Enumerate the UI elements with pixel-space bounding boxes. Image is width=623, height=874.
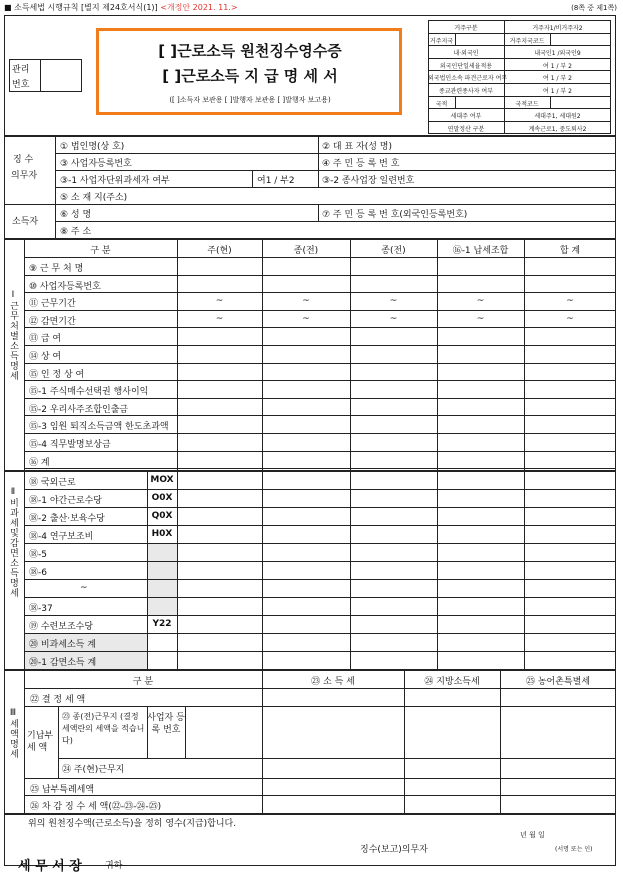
residency-label: 거주구분 [454, 25, 478, 32]
footer-office: 세 무 서 장 [18, 859, 82, 874]
section2-row-label: ⑱-6 [29, 568, 47, 578]
earner-label: 소득자 [12, 217, 39, 227]
biz-reg-label: 사업자 등록 번호 [147, 713, 185, 735]
period-tilde[interactable]: ~ [476, 296, 485, 307]
period-tilde[interactable]: ~ [302, 296, 310, 307]
section3-col-header: ㉔ 지방소득세 [424, 677, 480, 687]
title-line-1: [ ]근로소득 원천징수영수증 [158, 42, 342, 60]
section1-label: Ⅰ근무처별소득명세 [8, 290, 18, 381]
footer-obligor: 징수(보고)의무자 [360, 845, 428, 855]
residency-label: 거주지국코드 [509, 37, 545, 45]
period-tilde[interactable]: ~ [566, 313, 574, 324]
period-tilde[interactable]: ~ [215, 313, 224, 324]
title-sub: ([ ]소득자 보관용 [ ]발행자 보관용 [ ]발행자 보고용) [169, 96, 331, 104]
biz-no: ③ 사업자등록번호 [60, 159, 132, 169]
section2-code: O0X [151, 493, 173, 503]
footer-statement: 위의 원천징수액(근로소득)을 정히 영수(지급)합니다. [28, 819, 237, 829]
section1-col-header: 주(현) [207, 246, 232, 256]
curr-work: ㉔ 주(현)근무지 [62, 765, 125, 775]
residency-value-field[interactable] [456, 97, 503, 109]
union-credit: ㉕ 납부특례세액 [30, 785, 95, 795]
section1-row-label: ⑫ 감면기간 [29, 316, 76, 327]
period-tilde[interactable]: ~ [476, 313, 485, 324]
withholder-label-1: 징 수 [13, 155, 34, 165]
section2-row-label: ~ [80, 583, 88, 593]
address: ⑤ 소 재 지(주소) [60, 193, 128, 203]
section1-col-header: 구 분 [90, 246, 111, 256]
corp-name: ① 법인명(상 호) [60, 142, 125, 152]
residency-option[interactable]: 세대주1, 세대원2 [534, 113, 581, 121]
residency-option[interactable]: 계속근로1, 중도퇴사2 [528, 125, 587, 133]
section3-label: Ⅲ세액명세 [8, 708, 18, 759]
section2-row-label: ⑱-4 연구보조비 [29, 532, 94, 542]
residency-label: 외국인단일세율적용 [439, 62, 493, 70]
section1-col-header: ⑯-1 납세조합 [452, 246, 509, 256]
section1-row-label: ⑯ 계 [29, 457, 50, 468]
determined-tax: ㉒ 결 정 세 액 [30, 695, 86, 705]
section2-row-label: ⑳ 비과세소득 계 [29, 640, 96, 650]
diff-tax: ㉖ 차 감 징 수 세 액(㉒-㉓-㉔-㉕) [30, 802, 162, 812]
residency-label: 종교관련종사자 여부 [438, 88, 494, 95]
section1-row-label: ⑪ 근무기간 [29, 299, 76, 310]
earner-name: ⑥ 성 명 [60, 210, 92, 220]
section2-row-label: ⑳-1 감면소득 계 [29, 658, 97, 668]
section2-label: Ⅱ비과세및감면소득명세 [8, 487, 18, 598]
footer-honor: 귀하 [105, 861, 123, 871]
residency-label: 거주지국 [429, 37, 454, 45]
mgmt-label-1: 관리 [12, 65, 30, 75]
prev-work: ㉓ 종(전)근무지 (결정세액란의 세액을 적습니다) [62, 712, 145, 745]
period-tilde[interactable]: ~ [215, 296, 224, 307]
residency-option[interactable]: 여 1 / 부 2 [543, 75, 572, 83]
period-tilde[interactable]: ~ [389, 313, 398, 324]
residency-label: 국적코드 [515, 100, 539, 108]
section3-col-header: ㉓ 소 득 세 [311, 677, 355, 687]
residency-label: 외국법인소속 파견근로자 여부 [428, 75, 508, 83]
residency-option[interactable]: 여 1 / 부 2 [543, 62, 572, 70]
residency-label: 국적 [435, 100, 448, 108]
section1-col-header: 합 계 [559, 246, 581, 256]
period-tilde[interactable]: ~ [389, 296, 398, 307]
residency-code-field[interactable] [551, 97, 610, 109]
section1-row-label: ⑮-1 주식매수선택권 행사이익 [29, 387, 149, 398]
section3-col-header: ㉕ 농어촌특별세 [525, 677, 591, 687]
rep-name: ② 대 표 자(성 명) [322, 142, 393, 152]
section2-row-label: ⑱ 국외근로 [29, 478, 76, 488]
earner-reg-no: ⑦ 주 민 등 록 번 호(외국인등록번호) [322, 210, 468, 220]
section2-row-label: ⑱-37 [29, 604, 53, 614]
prepaid-label: 기납부 세 액 [27, 731, 54, 753]
earner-address: ⑧ 주 소 [60, 227, 92, 237]
section1-row-label: ⑮-3 임원 퇴직소득금액 한도초과액 [29, 422, 169, 433]
section2-code: Q0X [151, 511, 173, 521]
form-id: ■ 소득세법 시행규칙 [별지 제24호서식(1)] <개정안 2021. 11.> [4, 3, 238, 12]
section1-row-label: ⑩ 사업자등록번호 [29, 281, 101, 292]
residency-label: 세대주 여부 [450, 113, 482, 121]
section3-col-header: 구 분 [132, 677, 154, 687]
withholder-label-2: 의무자 [11, 171, 38, 181]
section1-row-label: ⑮-4 직무발명보상금 [29, 440, 111, 450]
residency-label: 내·외국인 [453, 50, 479, 58]
residency-option[interactable]: 거주자1/비거주자2 [532, 25, 583, 32]
section1-row-label: ⑭ 상 여 [29, 352, 62, 362]
section1-col-header: 종(전) [381, 246, 406, 256]
section2-code: H0X [151, 529, 173, 539]
mgmt-label-2: 번호 [12, 80, 30, 90]
period-tilde[interactable]: ~ [566, 296, 574, 307]
section1-row-label: ⑨ 근 무 처 명 [29, 264, 84, 274]
section2-code: MOX [150, 475, 174, 485]
title-line-2: [ ]근로소득 지 급 명 세 서 [162, 67, 338, 85]
residency-option[interactable]: 내국인1 /외국인9 [534, 50, 581, 58]
residency-code-field[interactable] [551, 34, 610, 46]
page-indicator: (8쪽 중 제1쪽) [571, 4, 617, 12]
footer-sign[interactable]: (서명 또는 인) [555, 846, 593, 853]
period-tilde[interactable]: ~ [302, 313, 310, 324]
section2-code: Y22 [152, 619, 172, 629]
section1-row-label: ⑬ 급 여 [29, 334, 62, 345]
section2-row-label: ⑱-1 야간근로수당 [29, 496, 102, 506]
section1-col-header: 종(전) [293, 246, 319, 256]
sub-biz: ③-2 종사업장 일련번호 [322, 176, 415, 186]
section2-row-label: ⑱-2 출산·보육수당 [29, 514, 105, 524]
section2-row-label: ⑱-5 [29, 550, 47, 560]
section2-row-label: ⑲ 수련보조수당 [29, 622, 94, 632]
unit-tax-option[interactable]: 여1 / 부2 [257, 176, 295, 186]
resident-no: ④ 주 민 등 록 번 호 [322, 159, 400, 169]
footer-date[interactable]: 년 월 일 [520, 831, 545, 839]
section1-row-label: ⑮ 인 정 상 여 [29, 369, 85, 380]
residency-option[interactable]: 여 1 / 부 2 [543, 88, 572, 95]
residency-value-field[interactable] [456, 34, 503, 46]
residency-label: 연말정산 구분 [447, 125, 485, 133]
section1-row-label: ⑮-2 우리사주조합인출금 [29, 404, 129, 415]
unit-tax: ③-1 사업자단위과세자 여부 [60, 176, 170, 186]
